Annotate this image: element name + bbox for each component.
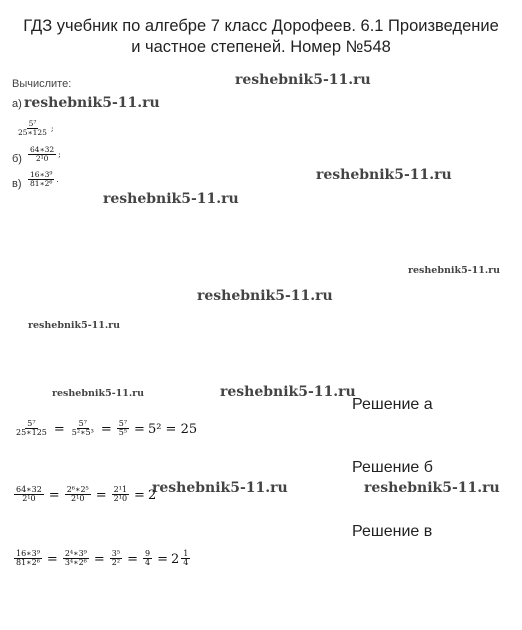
equals-sign: = (48, 487, 60, 503)
task-prompt: Вычислите: (12, 78, 72, 90)
punctuation: . (56, 175, 59, 185)
denominator: 25∗125 (18, 127, 47, 137)
equals-sign: = (93, 551, 105, 567)
denominator: 4 (183, 558, 189, 568)
task-v-expression (26, 171, 59, 188)
denominator: 5²∗5³ (71, 428, 94, 438)
denominator: 81∗2⁶ (16, 558, 40, 568)
equals-sign: = (53, 421, 65, 437)
fraction (117, 420, 129, 438)
fraction (28, 146, 56, 163)
numerator: 1 (183, 549, 189, 558)
numerator: 16∗3⁹ (16, 549, 40, 558)
fraction (65, 486, 91, 504)
mixed-whole: 2 (170, 551, 180, 567)
numerator: 2⁶∗2⁵ (66, 485, 89, 494)
equals-sign: = (134, 421, 145, 437)
numerator: 64∗32 (16, 485, 42, 494)
solution-v-expression (12, 550, 192, 568)
watermark: reshebnik5-11.ru (235, 72, 371, 88)
fraction (110, 550, 122, 568)
equals-sign: = (46, 551, 58, 567)
denominator: 4 (144, 558, 151, 568)
result: 5² = 25 (147, 421, 198, 437)
numerator: 64∗32 (30, 145, 55, 154)
numerator: 16∗3⁹ (30, 170, 53, 179)
solution-b-heading: Решение б (352, 459, 433, 476)
denominator: 2² (111, 558, 121, 568)
fraction (112, 486, 129, 504)
task-b-expression (26, 146, 61, 163)
numerator: 9 (144, 549, 151, 558)
equals-sign: = (134, 487, 145, 503)
task-label-v: в) (12, 178, 22, 190)
fraction (63, 550, 89, 568)
result: 2 (147, 487, 157, 503)
numerator: 2⁴∗3⁹ (64, 549, 87, 558)
watermark: reshebnik5-11.ru (24, 95, 160, 111)
denominator: 2¹0 (35, 153, 49, 163)
fraction (14, 420, 49, 438)
solution-b-expression (12, 486, 159, 504)
watermark: reshebnik5-11.ru (220, 384, 356, 400)
denominator: 25∗125 (16, 428, 47, 438)
watermark: reshebnik5-11.ru (52, 388, 145, 399)
numerator: 5⁷ (78, 419, 87, 428)
fraction (143, 550, 152, 568)
task-label-b: б) (12, 153, 22, 165)
fraction (70, 420, 96, 438)
page-title-line-2: и частное степеней. Номер №548 (131, 38, 391, 56)
solution-v-heading: Решение в (352, 523, 433, 540)
watermark: reshebnik5-11.ru (408, 265, 501, 276)
watermark: reshebnik5-11.ru (197, 288, 333, 304)
denominator: 2¹0 (22, 494, 36, 504)
denominator: 2¹0 (71, 494, 85, 504)
task-a-expression (14, 120, 54, 137)
numerator: 3⁵ (111, 549, 121, 558)
equals-sign: = (100, 421, 112, 437)
numerator: 2¹1 (113, 485, 128, 494)
watermark: reshebnik5-11.ru (28, 320, 121, 331)
denominator: 3⁴∗2⁶ (64, 558, 87, 568)
fraction (16, 120, 49, 137)
numerator: 5⁷ (118, 419, 128, 428)
task-label-a: а) (12, 98, 22, 110)
watermark: reshebnik5-11.ru (103, 191, 239, 207)
mixed-number (171, 550, 192, 568)
fraction (181, 550, 190, 568)
fraction (14, 550, 42, 568)
watermark: reshebnik5-11.ru (152, 480, 288, 496)
numerator: 5⁷ (27, 419, 36, 428)
numerator: 5⁷ (28, 119, 37, 128)
page-title (0, 16, 522, 58)
solution-a-heading: Решение а (352, 396, 433, 413)
solution-a-expression (12, 420, 200, 438)
denominator: 5⁵ (118, 428, 128, 438)
denominator: 2¹0 (113, 494, 128, 504)
fraction (14, 486, 44, 504)
watermark: reshebnik5-11.ru (364, 480, 500, 496)
punctuation: ; (50, 124, 54, 134)
equals-sign: = (95, 487, 107, 503)
page-title-line-1: ГДЗ учебник по алгебре 7 класс Дорофеев. 6.1 Произведение (23, 17, 499, 35)
equals-sign: = (157, 551, 168, 567)
punctuation: ; (58, 150, 61, 160)
fraction (28, 171, 54, 188)
watermark: reshebnik5-11.ru (316, 167, 452, 183)
equals-sign: = (127, 551, 138, 567)
denominator: 81∗2⁶ (30, 178, 53, 188)
